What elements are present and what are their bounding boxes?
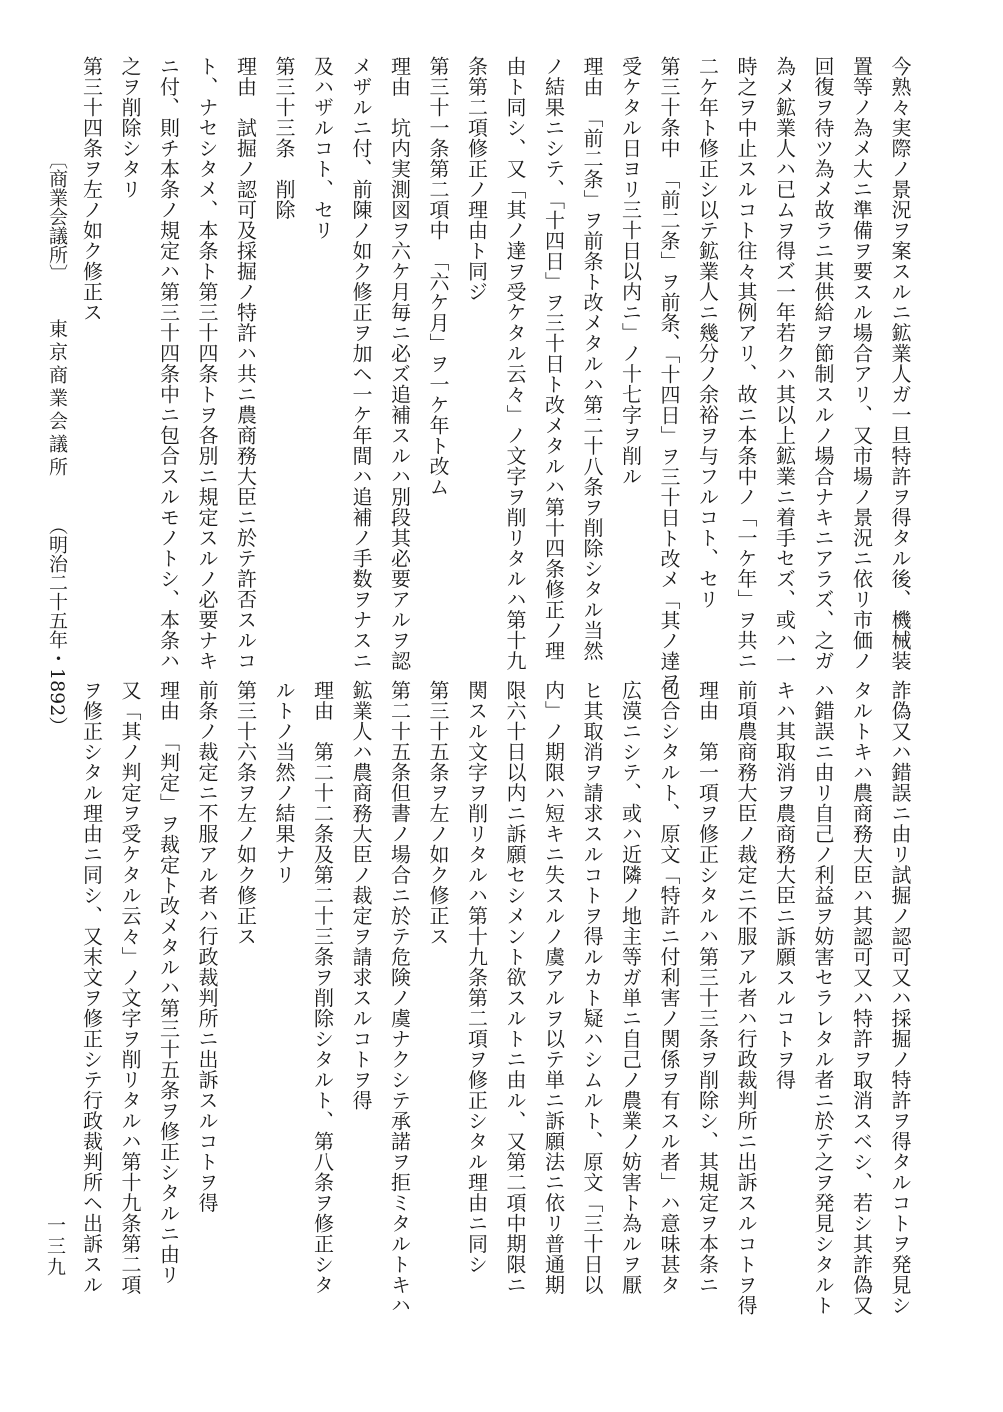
lower-text-column: 前条ノ裁定ニ不服アル者ハ行政裁判所ニ出訴スルコトヲ得 — [195, 680, 219, 1213]
upper-text-column: 第三十四条ヲ左ノ如ク修正ス — [79, 56, 104, 323]
lower-text-column: 関スル文字ヲ削リタルハ第十九条第二項ヲ修正シタル理由ニ同シ — [464, 680, 489, 1275]
upper-text-column: 由ト同シ、又「其ノ達ヲ受ケタル云々」ノ文字ヲ削リタルハ第十九 — [503, 56, 527, 671]
lower-text-column: 内」ノ期限ハ短キニ失スルノ虞アルヲ以テ単ニ訴願法ニ依リ普通期 — [541, 680, 566, 1295]
lower-text-column: 理由 第二十二条及第二十三条ヲ削除シタルト、第八条ヲ修正シタ — [310, 680, 335, 1295]
header-organization: 東京商業会議所 — [46, 319, 68, 481]
upper-text-column: 二ケ年ト修正シ以テ鉱業人ニ幾分ノ余裕ヲ与フルコト、セリ — [695, 56, 720, 610]
header-source: 〔商業会議所〕 — [46, 150, 68, 283]
upper-text-column: ト、ナセシタメ、本条ト第三十四条トヲ各別ニ規定スルノ必要ナキ — [195, 56, 219, 671]
text-block-lower — [72, 680, 919, 1340]
lower-text-column: ヒ其取消ヲ請求スルコトヲ得ルカト疑ハシムルト、原文「三十日以 — [580, 680, 604, 1295]
lower-text-column: キハ其取消ヲ農商務大臣ニ訴願スルコトヲ得 — [772, 680, 797, 1090]
upper-text-column: 理由 試掘ノ認可及採掘ノ特許ハ共ニ農商務大臣ニ於テ許否スルコ — [233, 56, 258, 671]
lower-text-column: 又「其ノ判定ヲ受ケタル云々」ノ文字ヲ削リタルハ第十九条第二項 — [118, 680, 142, 1295]
lower-text-column: ハ錯誤ニ由リ自己ノ利益ヲ妨害セラレタル者ニ於テ之ヲ発見シタルト — [811, 680, 835, 1316]
header-year: （明治二十五年・1892） — [46, 516, 68, 736]
upper-text-column: 回復ヲ待ツ為メ故ラニ其供給ヲ節制スルノ場合ナキニアラズ、之ガ — [811, 56, 835, 671]
upper-text-column: 第三十三条 削除 — [272, 56, 296, 220]
upper-text-column: メザルニ付、前陳ノ如ク修正ヲ加ヘ一ケ年間ハ追補ノ手数ヲナスニ — [349, 56, 373, 671]
lower-text-column: 詐偽又ハ錯誤ニ由リ試掘ノ認可又ハ採掘ノ特許ヲ得タルコトヲ発見シ — [888, 680, 912, 1316]
upper-text-column: ノ結果ニシテ、「十四日」ヲ三十日ト改メタルハ第十四条修正ノ理 — [541, 56, 566, 661]
lower-text-column: 前項農商務大臣ノ裁定ニ不服アル者ハ行政裁判所ニ出訴スルコトヲ得 — [734, 680, 758, 1316]
upper-text-column: ニ付、則チ本条ノ規定ハ第三十四条中ニ包合スルモノトシ、本条ハ — [156, 56, 181, 671]
upper-text-column: 及ハザルコト、セリ — [310, 56, 335, 241]
running-header — [44, 150, 70, 736]
lower-text-column: 第三十五条ヲ左ノ如ク修正ス — [426, 680, 450, 947]
upper-text-column: 為メ鉱業人ハ已ムヲ得ズ一年若クハ其以上鉱業ニ着手セズ、或ハ一 — [772, 56, 797, 671]
lower-text-column: 理由 第一項ヲ修正シタルハ第三十三条ヲ削除シ、其規定ヲ本条ニ — [695, 680, 720, 1295]
lower-text-column: 包合シタルト、原文「特許ニ付利害ノ関係ヲ有スル者」ハ意味甚タ — [657, 680, 681, 1295]
upper-text-column: 条第二項修正ノ理由ト同ジ — [464, 56, 489, 302]
lower-text-column: 第三十六条ヲ左ノ如ク修正ス — [233, 680, 258, 947]
page-number: 一三九 — [44, 1215, 66, 1278]
upper-text-column: 理由 「前二条」ヲ前条ト改メタルハ第二十八条ヲ削除シタル当然 — [580, 56, 604, 661]
upper-text-column: 時之ヲ中止スルコト往々其例アリ、故ニ本条中ノ「一ケ年」ヲ共ニ — [734, 56, 758, 671]
lower-text-column: 広漠ニシテ、或ハ近隣ノ地主等ガ単ニ自己ノ農業ノ妨害ト為ルヲ厭 — [618, 680, 643, 1295]
lower-text-column: ヲ修正シタル理由ニ同シ、又末文ヲ修正シテ行政裁判所ヘ出訴スル — [79, 680, 104, 1295]
lower-text-column: 限六十日以内ニ訴願セシメント欲スルトニ由ル、又第二項中期限ニ — [503, 680, 527, 1295]
lower-text-column: タルトキハ農商務大臣ハ其認可又ハ特許ヲ取消スベシ、若シ其詐偽又 — [849, 680, 874, 1316]
lower-text-column: 鉱業人ハ農商務大臣ノ裁定ヲ請求スルコトヲ得 — [349, 680, 373, 1111]
upper-text-column: 第三十一条第二項中 「六ケ月」ヲ一ケ年ト改ム — [426, 56, 450, 497]
upper-text-column: 第三十条中 「前二条」ヲ前条、「十四日」ヲ三十日ト改メ「其ノ達ヲ — [657, 56, 681, 692]
upper-text-column: 今熟々実際ノ景況ヲ案スルニ鉱業人ガ一旦特許ヲ得タル後、機械装 — [888, 56, 912, 671]
upper-text-column: 理由 坑内実測図ヲ六ケ月毎ニ必ズ追補スルハ別段其必要アルヲ認 — [387, 56, 412, 671]
lower-text-column: 理由 「判定」ヲ裁定ト改メタルハ第三十五条ヲ修正シタルニ由リ — [156, 680, 181, 1285]
lower-text-column: 第二十五条但書ノ場合ニ於テ危険ノ虞ナクシテ承諾ヲ拒ミタルトキハ — [387, 680, 412, 1316]
text-block-upper — [72, 56, 919, 692]
lower-text-column: ルトノ当然ノ結果ナリ — [272, 680, 296, 885]
upper-text-column: 置等ノ為メ大ニ準備ヲ要スル場合アリ、又市場ノ景況ニ依リ市価ノ — [849, 56, 874, 671]
upper-text-column: 之ヲ削除シタリ — [118, 56, 142, 200]
upper-text-column: 受ケタル日ヨリ三十日以内ニ」ノ十七字ヲ削ル — [618, 56, 643, 487]
